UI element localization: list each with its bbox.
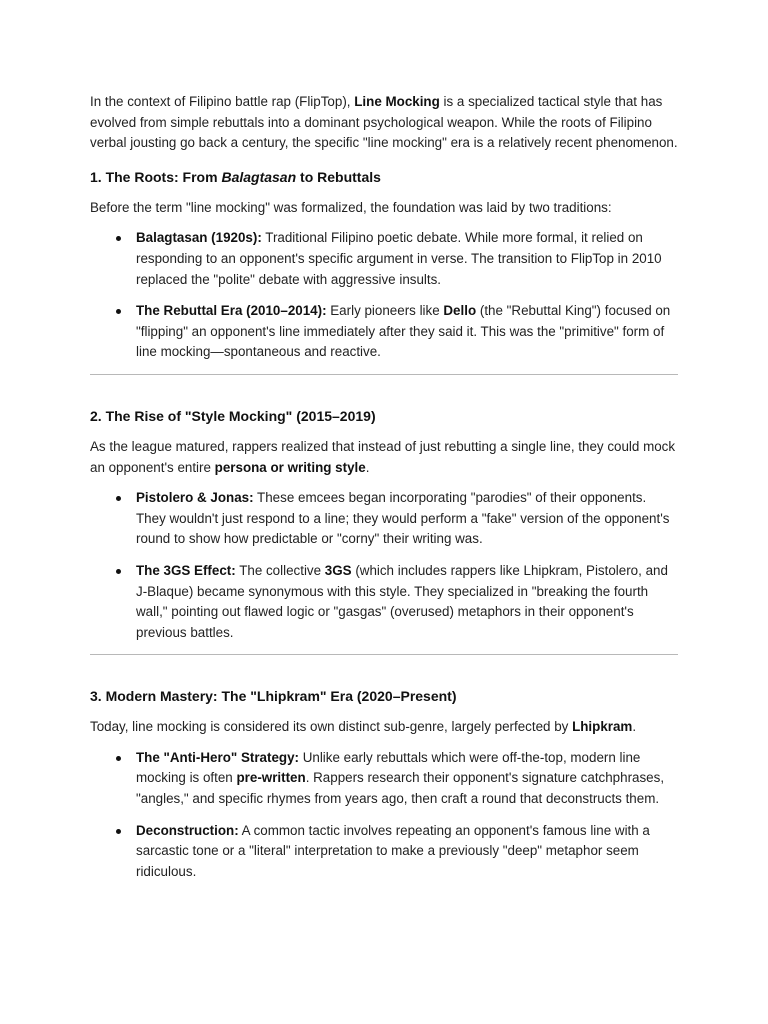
section-3-lead-text: Today, line mocking is considered its own distinct sub-genre, largely perfected by: [90, 719, 573, 735]
list-item-text: Early pioneers like: [326, 303, 444, 319]
list-item-label: Pistolero & Jonas:: [136, 490, 254, 506]
section-divider: [90, 374, 678, 375]
list-item-text: Unlike early rebuttals which were off-the-top, modern line mocking is often: [136, 749, 641, 786]
section-divider: [90, 654, 678, 655]
section-3-lead-bold: Lhipkram: [572, 719, 633, 735]
list-item-pistolero-jonas: [136, 488, 678, 550]
list-item-name-3gs: 3GS: [324, 562, 352, 578]
section-3-lead-end: .: [632, 719, 637, 735]
section-3-heading: 3. Modern Mastery: The "Lhipkram" Era (2020–Present): [90, 688, 457, 705]
section-1-list: [90, 228, 678, 363]
list-item-label: Balagtasan (1920s):: [136, 230, 262, 246]
intro-term-line-mocking: Line Mocking: [354, 94, 440, 109]
list-item-label: The "Anti-Hero" Strategy:: [136, 749, 299, 765]
section-1-heading-pre: 1. The Roots: From: [90, 168, 222, 185]
intro-text-end: is a specialized tactical style that has evolved from simple rebuttals into a dominant psychological weapon. While the roots of Filipino verbal jousting go back a century, the specific "line mocking" era is a relatively recent phenomenon.: [90, 94, 678, 151]
section-1-heading-em: Balagtasan: [221, 168, 297, 185]
list-item-text: (which includes rappers like Lhipkram, Pistolero, and J-Blaque) became synonymous with this style. They specialized in "breaking the fourth wall," pointing out flawed logic or "gasgas" (overused) metaphors in their opponent's previous battles.: [136, 562, 668, 640]
section-style-mocking: [90, 405, 678, 643]
section-1-heading-post: to Rebuttals: [296, 168, 381, 185]
section-3-lead: [90, 717, 678, 738]
section-2-lead: [90, 437, 678, 478]
section-1-heading: [90, 166, 678, 188]
section-modern-mastery: [90, 685, 678, 882]
list-item-label: The Rebuttal Era (2010–2014):: [136, 303, 327, 319]
list-item-bold-pre-written: pre-written: [236, 770, 306, 786]
section-2-lead-text: As the league matured, rappers realized that instead of just rebutting a single line, they could mock an opponent's entire: [90, 438, 676, 475]
list-item-text: (the "Rebuttal King") focused on "flipping" an opponent's line immediately after they said it. This was the "primitive" form of line mocking—spontaneous and reactive.: [136, 303, 671, 360]
list-item-label: Deconstruction:: [136, 822, 239, 838]
section-2-list: [90, 488, 678, 643]
list-item-text: The collective: [235, 562, 325, 578]
list-item-text: . Rappers research their opponent's signature catchphrases, "angles," and specific rhymes from years ago, then craft a round that deconstructs them.: [136, 770, 665, 807]
list-item-text: Traditional Filipino poetic debate. While more formal, it relied on responding to an opponent's specific argument in verse. The transition to FlipTop in 2010 replaced the "polite" debate with aggressive insults.: [136, 230, 662, 287]
list-item-anti-hero: [136, 748, 678, 810]
list-item-deconstruction: [136, 821, 678, 883]
section-2-heading: 2. The Rise of "Style Mocking" (2015–2019): [90, 407, 376, 424]
section-2-lead-bold: persona or writing style: [214, 459, 366, 475]
list-item-label: The 3GS Effect:: [136, 562, 236, 578]
intro-paragraph: [90, 92, 678, 154]
list-item-text: A common tactic involves repeating an opponent's famous line with a sarcastic tone or a "literal" interpretation to make a previously "deep" metaphor seem ridiculous.: [136, 822, 650, 879]
list-item-text: These emcees began incorporating "parodies" of their opponents. They wouldn't just respond to a line; they would perform a "fake" version of the opponent's round to show how predictable or "corny" their writing was.: [136, 490, 670, 547]
section-roots: [90, 166, 678, 363]
list-item-3gs-effect: [136, 561, 678, 643]
list-item-rebuttal-era: [136, 301, 678, 363]
list-item-balagtasan: [136, 228, 678, 290]
section-3-list: [90, 748, 678, 883]
section-2-lead-end: .: [365, 459, 370, 475]
list-item-name-dello: Dello: [443, 303, 477, 319]
intro-text-start: In the context of Filipino battle rap (FlipTop),: [90, 94, 355, 109]
section-1-lead: Before the term "line mocking" was formalized, the foundation was laid by two traditions:: [90, 199, 612, 215]
